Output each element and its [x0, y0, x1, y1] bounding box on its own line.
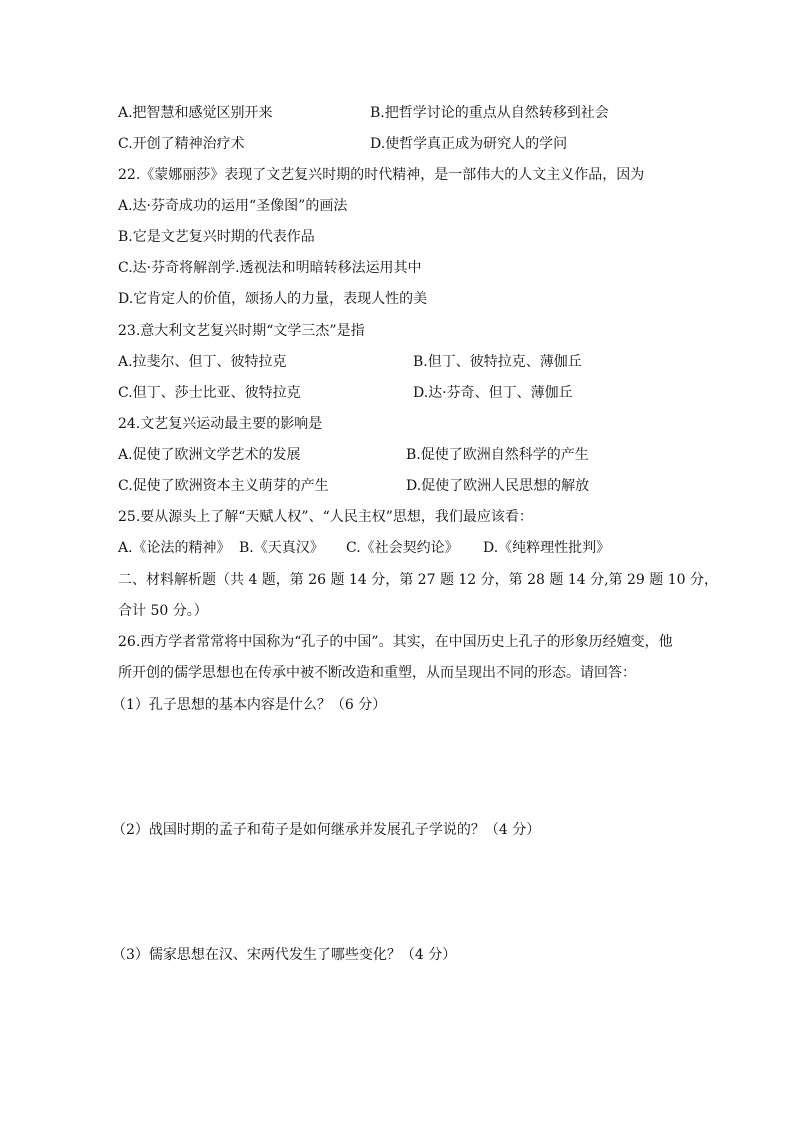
q26-stem-line2: 所开创的儒学思想也在传承中被不断改造和重塑，从而呈现出不同的形态。请回答： — [118, 665, 636, 681]
q21-option-a: A.把智慧和感觉区别开来 — [118, 105, 273, 121]
q26-sub-question-3: （3）儒家思想在汉、宋两代发生了哪些变化？（4 分） — [112, 947, 457, 963]
q25-option-a: A.《论法的精神》 — [118, 540, 231, 556]
q25-stem: 25.要从源头上了解“天赋人权”、“人民主权”思想，我们最应该看： — [118, 509, 533, 525]
q24-option-b: B.促使了欧洲自然科学的产生 — [406, 447, 589, 463]
q25-option-c: C.《社会契约论》 — [346, 540, 459, 556]
q22-option-c: C.达·芬奇将解剖学.透视法和明暗转移法运用其中 — [118, 260, 422, 276]
q22-option-d: D.它肯定人的价值，颂扬人的力量，表现人性的美 — [118, 291, 428, 307]
q21-option-c: C.开创了精神治疗术 — [118, 136, 245, 152]
q26-sub-question-2: （2）战国时期的孟子和荀子是如何继承并发展孔子学说的？（4 分） — [112, 822, 541, 838]
section2-heading-line1: 二、材料解析题（共 4 题，第 26 题 14 分，第 27 题 12 分，第 28 题 14 分,第 29 题 10 分， — [118, 572, 718, 588]
q22-option-a: A.达·芬奇成功的运用“圣像图”的画法 — [118, 198, 348, 214]
q22-stem: 22.《蒙娜丽莎》表现了文艺复兴时期的时代精神，是一部伟大的人文主义作品，因为 — [118, 167, 645, 183]
q26-stem-line1: 26.西方学者常常将中国称为“孔子的中国”。其实，在中国历史上孔子的形象历经嬗变，他 — [118, 634, 673, 650]
q23-stem: 23.意大利文艺复兴时期“文学三杰”是指 — [118, 323, 365, 339]
q24-option-c: C.促使了欧洲资本主义萌芽的产生 — [118, 478, 329, 494]
q23-option-d: D.达·芬奇、但丁、薄伽丘 — [413, 385, 573, 401]
q22-option-b: B.它是文艺复兴时期的代表作品 — [118, 229, 315, 245]
q24-stem: 24.文艺复兴运动最主要的影响是 — [118, 416, 323, 432]
q23-option-a: A.拉斐尔、但丁、彼特拉克 — [118, 354, 287, 370]
q23-option-c: C.但丁、莎士比亚、彼特拉克 — [118, 385, 301, 401]
q25-option-d: D.《纯粹理性批判》 — [483, 540, 611, 556]
section2-heading-line2: 合计 50 分。） — [118, 603, 208, 619]
q24-option-a: A.促使了欧洲文学艺术的发展 — [118, 447, 301, 463]
q23-option-b: B.但丁、彼特拉克、薄伽丘 — [413, 354, 582, 370]
q26-sub-question-1: （1）孔子思想的基本内容是什么？（6 分） — [112, 697, 387, 713]
q25-option-b: B.《天真汉》 — [239, 540, 324, 556]
q21-option-b: B.把哲学讨论的重点从自然转移到社会 — [370, 105, 609, 121]
q21-option-d: D.使哲学真正成为研究人的学问 — [370, 136, 568, 152]
q24-option-d: D.促使了欧洲人民思想的解放 — [406, 478, 590, 494]
